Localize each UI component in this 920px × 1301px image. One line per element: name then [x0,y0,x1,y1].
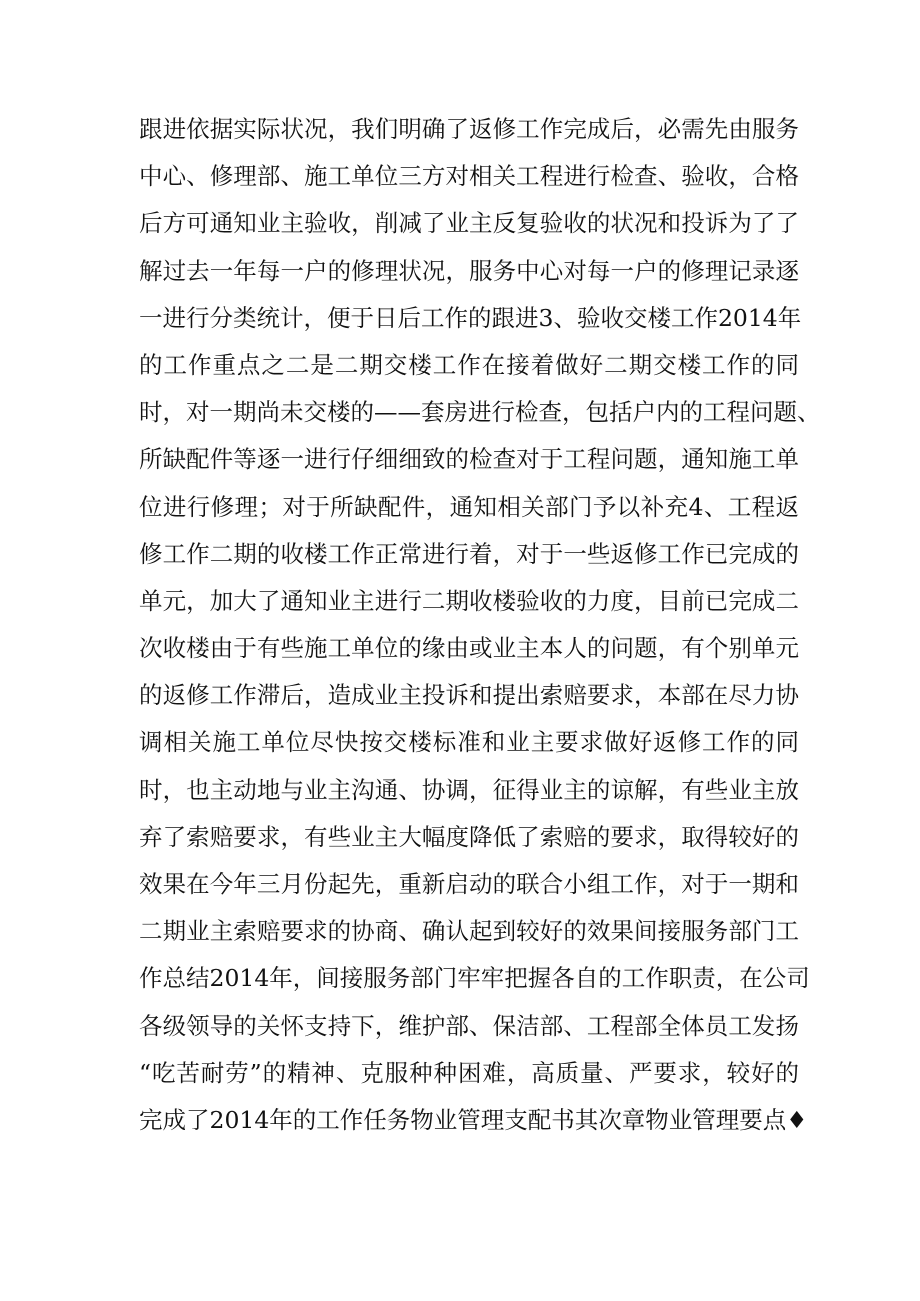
text-line: 跟进依据实际状况，我们明确了返修工作完成后，必需先由服务 [139,115,799,143]
text-line: 效果在今年三月份起先，重新启动的联合小组工作，对于一期和 [139,870,799,898]
text-line: 后方可通知业主验收，削减了业主反复验收的状况和投诉为了了 [139,209,799,238]
text-line: 各级领导的关怀支持下，维护部、保洁部、工程部全体员工发扬 [139,1011,799,1040]
text-line: 时，也主动地与业主沟通、协调，征得业主的谅解，有些业主放 [139,775,799,804]
text-line: 所缺配件等逐一进行仔细细致的检查对于工程问题，通知施工单 [139,445,799,474]
body-paragraph [139,106,821,1144]
text-line: 修工作二期的收楼工作正常进行着，对于一些返修工作已完成的 [139,539,799,568]
text-line: 调相关施工单位尽快按交楼标准和业主要求做好返修工作的同 [139,728,799,757]
text-line: 完成了2014年的工作任务物业管理支配书其次章物业管理要点♦ [139,1105,808,1134]
text-line: 解过去一年每一户的修理状况，服务中心对每一户的修理记录逐 [139,256,799,285]
text-line: 次收楼由于有些施工单位的缘由或业主本人的问题，有个别单元 [139,634,799,663]
text-line: 二期业主索赔要求的协商、确认起到较好的效果间接服务部门工 [139,917,799,946]
text-line: 一进行分类统计，便于日后工作的跟进3、验收交楼工作2014年 [139,303,802,332]
text-line: 中心、修理部、施工单位三方对相关工程进行检查、验收，合格 [139,162,799,191]
text-line: 的工作重点之二是二期交楼工作在接着做好二期交楼工作的同 [139,350,799,379]
text-line: 作总结2014年，间接服务部门牢牢把握各自的工作职责，在公司 [139,964,810,993]
text-line: 单元，加大了通知业主进行二期收楼验收的力度，目前已完成二 [139,586,799,615]
text-line: 弃了索赔要求，有些业主大幅度降低了索赔的要求，取得较好的 [139,822,799,851]
text-line: “吃苦耐劳”的精神、克服种种困难，高质量、严要求，较好的 [139,1058,799,1087]
text-line: 位进行修理；对于所缺配件，通知相关部门予以补充4、工程返 [139,492,799,521]
text-line: 时，对一期尚未交楼的——套房进行检查，包括户内的工程问题、 [139,398,821,427]
text-line: 的返修工作滞后，造成业主投诉和提出索赔要求，本部在尽力协 [139,681,799,710]
